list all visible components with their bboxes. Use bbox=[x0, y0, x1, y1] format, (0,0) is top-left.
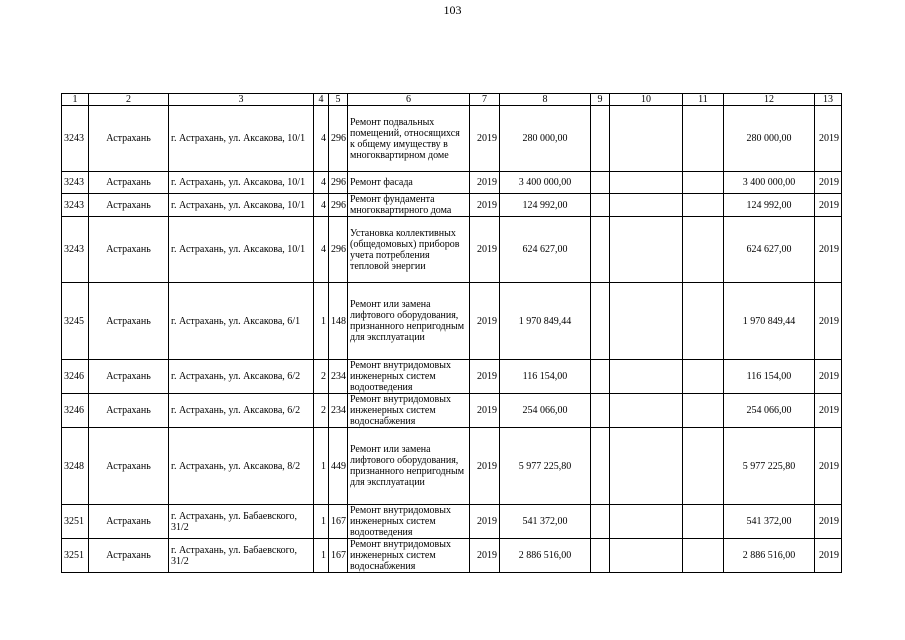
empty-cell bbox=[683, 360, 724, 394]
completion-year-cell: 2019 bbox=[815, 106, 842, 172]
year-cell: 2019 bbox=[470, 217, 500, 283]
cost-cell: 116 154,00 bbox=[500, 360, 591, 394]
total-cost-cell: 5 977 225,80 bbox=[724, 428, 815, 505]
work-type-cell: Ремонт или замена лифтового оборудования, признанного непригодным для эксплуатации bbox=[348, 283, 470, 360]
cost-cell: 254 066,00 bbox=[500, 394, 591, 428]
code-cell: 167 bbox=[329, 505, 348, 539]
code-cell: 234 bbox=[329, 360, 348, 394]
work-type-cell: Установка коллективных (общедомовых) приборов учета потребления тепловой энергии bbox=[348, 217, 470, 283]
cost-cell: 5 977 225,80 bbox=[500, 428, 591, 505]
completion-year-cell: 2019 bbox=[815, 194, 842, 217]
table-row bbox=[62, 539, 842, 573]
table-row bbox=[62, 217, 842, 283]
empty-cell bbox=[591, 217, 610, 283]
empty-cell bbox=[683, 194, 724, 217]
address-cell: г. Астрахань, ул. Аксакова, 10/1 bbox=[169, 194, 314, 217]
entrance-count-cell: 4 bbox=[314, 172, 329, 194]
empty-cell bbox=[683, 172, 724, 194]
code-cell: 296 bbox=[329, 106, 348, 172]
empty-cell bbox=[610, 172, 683, 194]
empty-cell bbox=[610, 360, 683, 394]
city-cell: Астрахань bbox=[89, 539, 169, 573]
row-number-cell: 3246 bbox=[62, 394, 89, 428]
empty-cell bbox=[591, 360, 610, 394]
column-number: 11 bbox=[683, 94, 724, 106]
column-number: 6 bbox=[348, 94, 470, 106]
empty-cell bbox=[591, 172, 610, 194]
address-cell: г. Астрахань, ул. Аксакова, 8/2 bbox=[169, 428, 314, 505]
row-number-cell: 3243 bbox=[62, 217, 89, 283]
work-type-cell: Ремонт внутридомовых инженерных систем водоотведения bbox=[348, 505, 470, 539]
empty-cell bbox=[610, 428, 683, 505]
address-cell: г. Астрахань, ул. Аксакова, 10/1 bbox=[169, 217, 314, 283]
empty-cell bbox=[683, 283, 724, 360]
address-cell: г. Астрахань, ул. Аксакова, 6/2 bbox=[169, 394, 314, 428]
empty-cell bbox=[683, 539, 724, 573]
empty-cell bbox=[591, 194, 610, 217]
repair-table bbox=[61, 93, 842, 573]
city-cell: Астрахань bbox=[89, 194, 169, 217]
work-type-cell: Ремонт внутридомовых инженерных систем водоотведения bbox=[348, 360, 470, 394]
empty-cell bbox=[683, 505, 724, 539]
year-cell: 2019 bbox=[470, 106, 500, 172]
total-cost-cell: 3 400 000,00 bbox=[724, 172, 815, 194]
empty-cell bbox=[610, 194, 683, 217]
entrance-count-cell: 1 bbox=[314, 428, 329, 505]
total-cost-cell: 124 992,00 bbox=[724, 194, 815, 217]
column-number: 12 bbox=[724, 94, 815, 106]
cost-cell: 1 970 849,44 bbox=[500, 283, 591, 360]
table-row bbox=[62, 172, 842, 194]
code-cell: 167 bbox=[329, 539, 348, 573]
code-cell: 296 bbox=[329, 172, 348, 194]
row-number-cell: 3246 bbox=[62, 360, 89, 394]
empty-cell bbox=[591, 394, 610, 428]
code-cell: 296 bbox=[329, 217, 348, 283]
table-row bbox=[62, 505, 842, 539]
empty-cell bbox=[683, 428, 724, 505]
completion-year-cell: 2019 bbox=[815, 217, 842, 283]
empty-cell bbox=[683, 394, 724, 428]
row-number-cell: 3251 bbox=[62, 539, 89, 573]
year-cell: 2019 bbox=[470, 360, 500, 394]
address-cell: г. Астрахань, ул. Аксакова, 10/1 bbox=[169, 106, 314, 172]
completion-year-cell: 2019 bbox=[815, 428, 842, 505]
code-cell: 296 bbox=[329, 194, 348, 217]
column-number: 10 bbox=[610, 94, 683, 106]
column-number: 2 bbox=[89, 94, 169, 106]
city-cell: Астрахань bbox=[89, 428, 169, 505]
empty-cell bbox=[591, 106, 610, 172]
city-cell: Астрахань bbox=[89, 106, 169, 172]
year-cell: 2019 bbox=[470, 172, 500, 194]
cost-cell: 2 886 516,00 bbox=[500, 539, 591, 573]
year-cell: 2019 bbox=[470, 394, 500, 428]
work-type-cell: Ремонт или замена лифтового оборудования, признанного непригодным для эксплуатации bbox=[348, 428, 470, 505]
empty-cell bbox=[610, 505, 683, 539]
completion-year-cell: 2019 bbox=[815, 283, 842, 360]
empty-cell bbox=[591, 283, 610, 360]
empty-cell bbox=[591, 428, 610, 505]
completion-year-cell: 2019 bbox=[815, 394, 842, 428]
work-type-cell: Ремонт подвальных помещений, относящихся к общему имуществу в многоквартирном доме bbox=[348, 106, 470, 172]
work-type-cell: Ремонт фасада bbox=[348, 172, 470, 194]
column-number: 4 bbox=[314, 94, 329, 106]
city-cell: Астрахань bbox=[89, 172, 169, 194]
table-row bbox=[62, 394, 842, 428]
table-row bbox=[62, 194, 842, 217]
total-cost-cell: 116 154,00 bbox=[724, 360, 815, 394]
column-number: 8 bbox=[500, 94, 591, 106]
address-cell: г. Астрахань, ул. Бабаевского, 31/2 bbox=[169, 539, 314, 573]
city-cell: Астрахань bbox=[89, 505, 169, 539]
cost-cell: 3 400 000,00 bbox=[500, 172, 591, 194]
row-number-cell: 3243 bbox=[62, 106, 89, 172]
entrance-count-cell: 1 bbox=[314, 539, 329, 573]
address-cell: г. Астрахань, ул. Аксакова, 6/2 bbox=[169, 360, 314, 394]
empty-cell bbox=[610, 106, 683, 172]
row-number-cell: 3243 bbox=[62, 194, 89, 217]
year-cell: 2019 bbox=[470, 505, 500, 539]
city-cell: Астрахань bbox=[89, 283, 169, 360]
completion-year-cell: 2019 bbox=[815, 360, 842, 394]
header-row bbox=[62, 94, 842, 106]
page-number: 103 bbox=[443, 3, 462, 17]
entrance-count-cell: 1 bbox=[314, 283, 329, 360]
empty-cell bbox=[610, 283, 683, 360]
column-number: 3 bbox=[169, 94, 314, 106]
empty-cell bbox=[591, 539, 610, 573]
cost-cell: 280 000,00 bbox=[500, 106, 591, 172]
table-row bbox=[62, 283, 842, 360]
city-cell: Астрахань bbox=[89, 360, 169, 394]
code-cell: 148 bbox=[329, 283, 348, 360]
city-cell: Астрахань bbox=[89, 217, 169, 283]
total-cost-cell: 624 627,00 bbox=[724, 217, 815, 283]
total-cost-cell: 254 066,00 bbox=[724, 394, 815, 428]
year-cell: 2019 bbox=[470, 194, 500, 217]
entrance-count-cell: 4 bbox=[314, 106, 329, 172]
address-cell: г. Астрахань, ул. Бабаевского, 31/2 bbox=[169, 505, 314, 539]
city-cell: Астрахань bbox=[89, 394, 169, 428]
cost-cell: 541 372,00 bbox=[500, 505, 591, 539]
column-number: 13 bbox=[815, 94, 842, 106]
empty-cell bbox=[591, 505, 610, 539]
column-number: 1 bbox=[62, 94, 89, 106]
completion-year-cell: 2019 bbox=[815, 172, 842, 194]
row-number-cell: 3245 bbox=[62, 283, 89, 360]
work-type-cell: Ремонт внутридомовых инженерных систем водоснабжения bbox=[348, 394, 470, 428]
entrance-count-cell: 4 bbox=[314, 194, 329, 217]
work-type-cell: Ремонт фундамента многоквартирного дома bbox=[348, 194, 470, 217]
work-type-cell: Ремонт внутридомовых инженерных систем водоснабжения bbox=[348, 539, 470, 573]
code-cell: 449 bbox=[329, 428, 348, 505]
row-number-cell: 3248 bbox=[62, 428, 89, 505]
table-row bbox=[62, 360, 842, 394]
completion-year-cell: 2019 bbox=[815, 505, 842, 539]
column-number: 9 bbox=[591, 94, 610, 106]
address-cell: г. Астрахань, ул. Аксакова, 10/1 bbox=[169, 172, 314, 194]
total-cost-cell: 541 372,00 bbox=[724, 505, 815, 539]
year-cell: 2019 bbox=[470, 283, 500, 360]
table-row bbox=[62, 106, 842, 172]
total-cost-cell: 1 970 849,44 bbox=[724, 283, 815, 360]
year-cell: 2019 bbox=[470, 428, 500, 505]
empty-cell bbox=[610, 394, 683, 428]
year-cell: 2019 bbox=[470, 539, 500, 573]
cost-cell: 624 627,00 bbox=[500, 217, 591, 283]
row-number-cell: 3251 bbox=[62, 505, 89, 539]
total-cost-cell: 280 000,00 bbox=[724, 106, 815, 172]
entrance-count-cell: 1 bbox=[314, 505, 329, 539]
total-cost-cell: 2 886 516,00 bbox=[724, 539, 815, 573]
entrance-count-cell: 4 bbox=[314, 217, 329, 283]
empty-cell bbox=[610, 217, 683, 283]
empty-cell bbox=[683, 106, 724, 172]
cost-cell: 124 992,00 bbox=[500, 194, 591, 217]
entrance-count-cell: 2 bbox=[314, 394, 329, 428]
column-number: 7 bbox=[470, 94, 500, 106]
empty-cell bbox=[610, 539, 683, 573]
row-number-cell: 3243 bbox=[62, 172, 89, 194]
table-row bbox=[62, 428, 842, 505]
code-cell: 234 bbox=[329, 394, 348, 428]
empty-cell bbox=[683, 217, 724, 283]
address-cell: г. Астрахань, ул. Аксакова, 6/1 bbox=[169, 283, 314, 360]
entrance-count-cell: 2 bbox=[314, 360, 329, 394]
completion-year-cell: 2019 bbox=[815, 539, 842, 573]
column-number: 5 bbox=[329, 94, 348, 106]
